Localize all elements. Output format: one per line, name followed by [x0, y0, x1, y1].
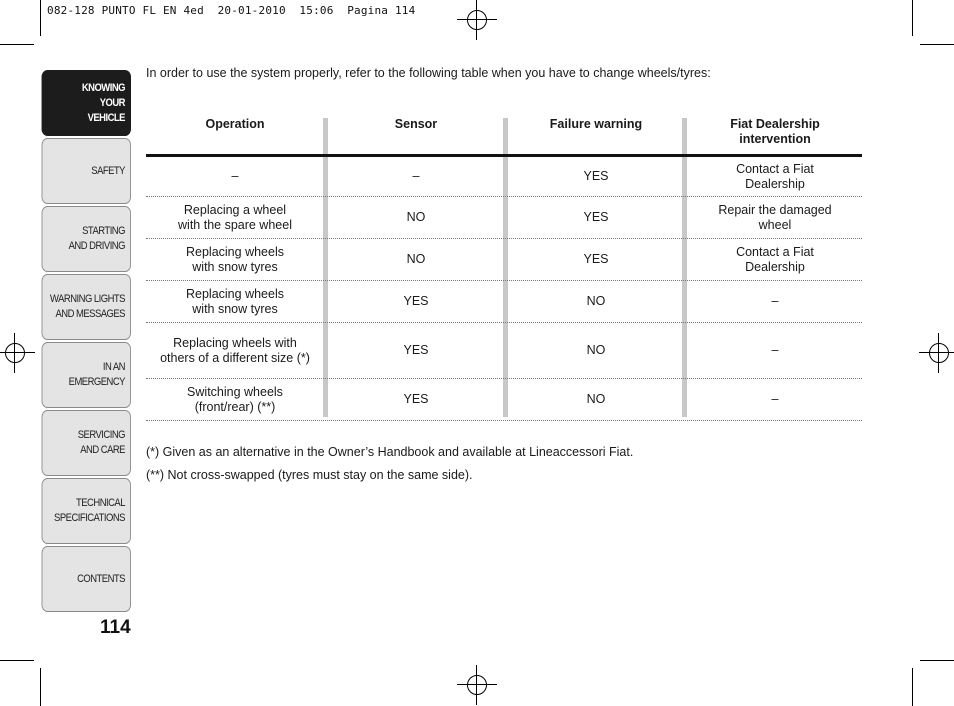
- crop-mark: [40, 668, 41, 706]
- tab-label-line: VEHICLE: [87, 111, 125, 124]
- cell-sensor: NO: [406, 252, 426, 266]
- main-content: [146, 64, 862, 82]
- tab-technical-specifications[interactable]: [42, 478, 131, 544]
- table-row: [146, 157, 862, 197]
- tab-in-an-emergency[interactable]: [42, 342, 131, 408]
- cell-sensor: –: [412, 169, 420, 183]
- cell-operation: Replacing a wheel with the spare wheel: [178, 202, 292, 232]
- cell-failure-warning: NO: [586, 294, 606, 308]
- crop-mark: [40, 0, 41, 36]
- tab-label-line: YOUR: [99, 96, 125, 109]
- registration-mark-right: [919, 333, 954, 373]
- cell-operation: Replacing wheels with snow tyres: [186, 244, 284, 274]
- tab-warning-lights[interactable]: [42, 274, 131, 340]
- table-row: [146, 323, 862, 379]
- cell-sensor: YES: [403, 343, 429, 357]
- tab-label: [69, 224, 125, 254]
- cell-intervention: Contact a Fiat Dealership: [736, 244, 814, 274]
- footnotes: [146, 441, 862, 487]
- tab-label: [82, 81, 125, 126]
- tab-label: [91, 164, 125, 179]
- tab-label-line: AND DRIVING: [68, 240, 125, 252]
- cell-operation: Replacing wheels with others of a different size (*): [160, 335, 310, 365]
- cell-intervention: Repair the damaged wheel: [718, 202, 832, 232]
- print-header: 082-128 PUNTO FL EN 4ed 20-01-2010 15:06 Pagina 114: [47, 4, 416, 17]
- tab-label-line: AND CARE: [80, 444, 125, 456]
- cell-sensor: YES: [403, 294, 429, 308]
- crop-mark: [912, 0, 913, 36]
- cell-intervention: Contact a Fiat Dealership: [736, 161, 814, 191]
- table-row: [146, 379, 862, 421]
- tab-safety[interactable]: [42, 138, 131, 204]
- cell-operation: Switching wheels (front/rear) (**): [187, 384, 283, 414]
- header-dealership-intervention: Fiat Dealership intervention: [730, 117, 820, 146]
- tab-label-line: STARTING: [82, 225, 125, 237]
- crop-mark: [912, 668, 913, 706]
- cell-intervention: –: [771, 294, 779, 308]
- cell-sensor: YES: [403, 392, 429, 406]
- table-row: [146, 197, 862, 239]
- tab-label-line: AND MESSAGES: [55, 308, 125, 320]
- tab-contents[interactable]: [42, 546, 131, 612]
- table-header: [146, 115, 862, 157]
- tab-label: [77, 572, 125, 587]
- tab-label-line: KNOWING: [81, 81, 125, 94]
- tab-label-line: IN AN: [102, 361, 125, 373]
- footnote: (**) Not cross-swapped (tyres must stay on the same side).: [146, 468, 473, 482]
- cell-operation: Replacing wheels with snow tyres: [186, 286, 284, 316]
- table-row: [146, 281, 862, 323]
- header-operation: Operation: [205, 117, 265, 131]
- cell-operation: –: [231, 169, 239, 183]
- cell-intervention: –: [771, 343, 779, 357]
- cell-failure-warning: YES: [583, 169, 609, 183]
- registration-mark-left: [0, 333, 35, 373]
- tab-label-line: EMERGENCY: [68, 376, 125, 388]
- crop-mark: [0, 660, 34, 661]
- tab-label-line: SERVICING: [77, 429, 125, 441]
- tab-label-line: SPECIFICATIONS: [54, 512, 125, 524]
- header-sensor: Sensor: [394, 117, 438, 131]
- cell-failure-warning: YES: [583, 252, 609, 266]
- footnote: (*) Given as an alternative in the Owner’s Handbook and available at Lineaccessori Fiat.: [146, 445, 634, 459]
- tab-label: [50, 292, 125, 322]
- tab-label: [78, 428, 125, 458]
- cell-intervention: –: [771, 392, 779, 406]
- intro-paragraph: In order to use the system properly, refer to the following table when you have to change wheels/tyres:: [146, 66, 711, 80]
- tab-label: [54, 496, 125, 526]
- cell-failure-warning: NO: [586, 343, 606, 357]
- tab-label-line: SAFETY: [91, 164, 125, 177]
- cell-failure-warning: NO: [586, 392, 606, 406]
- tab-knowing-your-vehicle[interactable]: [42, 70, 131, 136]
- crop-mark: [0, 44, 34, 45]
- crop-mark: [920, 660, 954, 661]
- tab-label-line: WARNING LIGHTS: [50, 293, 125, 305]
- tab-label-line: CONTENTS: [77, 572, 125, 585]
- crop-mark: [920, 44, 954, 45]
- cell-sensor: NO: [406, 210, 426, 224]
- wheel-change-table: [146, 115, 862, 421]
- registration-mark-bottom: [457, 665, 497, 705]
- page-number: 114: [100, 617, 131, 638]
- cell-failure-warning: YES: [583, 210, 609, 224]
- tab-label: [69, 360, 125, 390]
- table-row: [146, 239, 862, 281]
- registration-mark-top: [457, 0, 497, 40]
- tab-label-line: TECHNICAL: [76, 497, 125, 509]
- tab-starting-and-driving[interactable]: [42, 206, 131, 272]
- header-failure-warning: Failure warning: [549, 117, 643, 131]
- tab-servicing-and-care[interactable]: [42, 410, 131, 476]
